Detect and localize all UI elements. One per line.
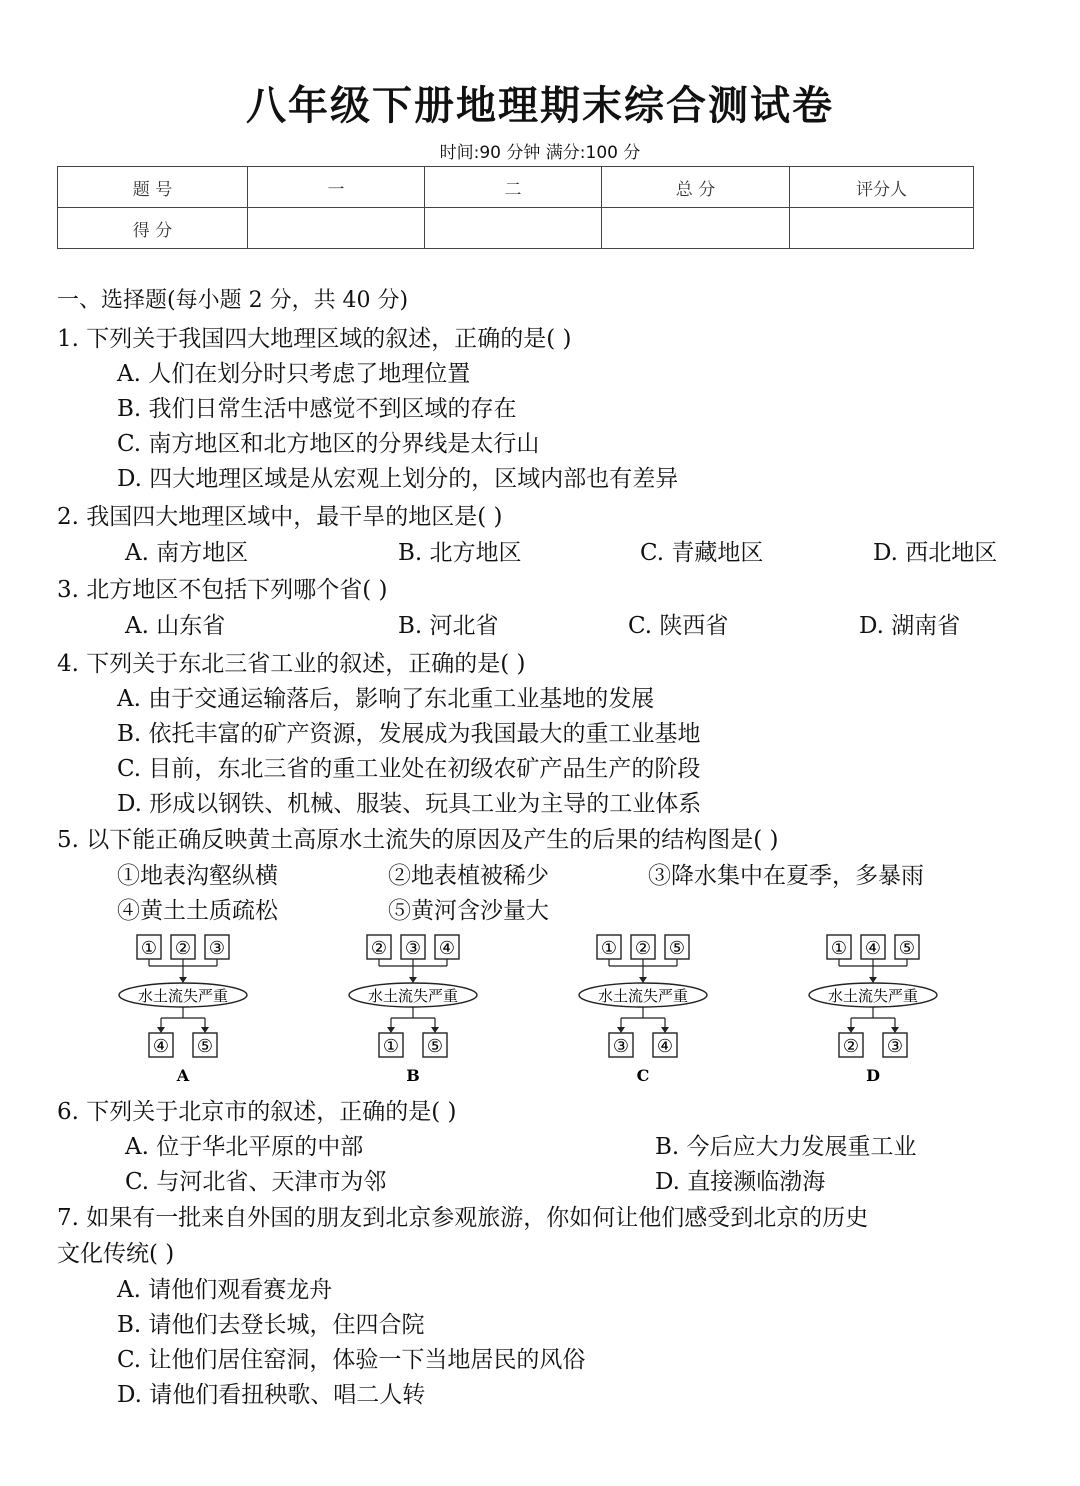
- option: B. 我们日常生活中感觉不到区域的存在: [117, 396, 517, 422]
- cause-item: ⑤黄河含沙量大: [388, 898, 549, 924]
- arrow-head: [201, 1027, 209, 1033]
- cause-item: ④黄土土质疏松: [117, 898, 278, 924]
- arrow-head: [409, 977, 417, 983]
- option: A. 山东省: [125, 613, 226, 639]
- arrow-head: [387, 1027, 395, 1033]
- question-stem: 2. 我国四大地理区域中，最干旱的地区是( ): [57, 504, 503, 530]
- option: B. 请他们去登长城，住四合院: [117, 1312, 425, 1338]
- row-label-cell: 得 分: [58, 208, 248, 249]
- option: C. 陕西省: [628, 613, 729, 639]
- option: D. 请他们看扭秧歌、唱二人转: [117, 1382, 426, 1408]
- effect-box-label: ③: [612, 1036, 630, 1057]
- section-title: 一、选择题(每小题 2 分，共 40 分): [57, 288, 409, 313]
- header-cell: 评分人: [790, 167, 974, 208]
- option: D. 西北地区: [873, 540, 998, 566]
- effect-box-label: ③: [886, 1036, 904, 1057]
- option: C. 让他们居住窑洞，体验一下当地居民的风俗: [117, 1347, 586, 1373]
- effect-box-label: ④: [656, 1036, 674, 1057]
- option: A. 人们在划分时只考虑了地理位置: [117, 361, 471, 387]
- score-cell[interactable]: [790, 208, 974, 249]
- diagram-panel-a: [119, 935, 247, 1085]
- option: C. 目前，东北三省的重工业处在初级农矿产品生产的阶段: [117, 756, 701, 782]
- score-table-header-row: [58, 167, 974, 208]
- cause-box-label: ③: [208, 938, 226, 959]
- cause-box-label: ②: [370, 938, 388, 959]
- arrow-head: [869, 977, 877, 983]
- option: D. 直接濒临渤海: [655, 1169, 826, 1195]
- question-stem: 6. 下列关于北京市的叙述，正确的是( ): [57, 1099, 457, 1125]
- option: A. 由于交通运输落后，影响了东北重工业基地的发展: [117, 686, 655, 712]
- option: A. 请他们观看赛龙舟: [117, 1277, 333, 1303]
- option: D. 四大地理区域是从宏观上划分的，区域内部也有差异: [117, 466, 679, 492]
- option: C. 南方地区和北方地区的分界线是太行山: [117, 431, 540, 457]
- center-label: 水土流失严重: [827, 987, 919, 1005]
- center-label: 水土流失严重: [137, 987, 229, 1005]
- effect-box-label: ⑤: [426, 1036, 444, 1057]
- arrow-head: [661, 1027, 669, 1033]
- cause-box-label: ①: [830, 938, 848, 959]
- cause-box-label: ②: [634, 938, 652, 959]
- cause-item: ②地表植被稀少: [388, 863, 549, 889]
- diagram-option-label: D: [866, 1066, 880, 1085]
- page-title: 八年级下册地理期末综合测试卷: [246, 83, 834, 129]
- option: A. 位于华北平原的中部: [125, 1134, 364, 1160]
- option: D. 形成以钢铁、机械、服装、玩具工业为主导的工业体系: [117, 791, 702, 817]
- effect-box-label: ②: [842, 1036, 860, 1057]
- cause-box-label: ④: [438, 938, 456, 959]
- question-stem: 1. 下列关于我国四大地理区域的叙述，正确的是( ): [57, 326, 572, 352]
- header-cell: 题 号: [58, 167, 248, 208]
- header-cell: 二: [425, 167, 602, 208]
- arrow-head: [431, 1027, 439, 1033]
- diagram-option-label: B: [406, 1066, 420, 1085]
- cause-item: ③降水集中在夏季，多暴雨: [648, 863, 924, 889]
- arrow-head: [617, 1027, 625, 1033]
- diagram-option-label: C: [636, 1066, 650, 1085]
- arrow-head: [891, 1027, 899, 1033]
- cause-box-label: ⑤: [668, 938, 686, 959]
- arrow-head: [639, 977, 647, 983]
- arrow-head: [847, 1027, 855, 1033]
- score-cell[interactable]: [248, 208, 425, 249]
- option: C. 与河北省、天津市为邻: [125, 1169, 387, 1195]
- cause-box-label: ③: [404, 938, 422, 959]
- effect-box-label: ④: [152, 1036, 170, 1057]
- option: B. 依托丰富的矿产资源，发展成为我国最大的重工业基地: [117, 721, 701, 747]
- question-stem-continued: 文化传统( ): [57, 1241, 175, 1267]
- arrow-head: [157, 1027, 165, 1033]
- option: B. 河北省: [398, 613, 499, 639]
- structure-diagrams: [105, 930, 965, 1090]
- option: B. 北方地区: [398, 540, 522, 566]
- cause-box-label: ⑤: [898, 938, 916, 959]
- header-cell: 一: [248, 167, 425, 208]
- cause-box-label: ②: [174, 938, 192, 959]
- header-cell: 总 分: [602, 167, 790, 208]
- exam-info: 时间:90 分钟 满分:100 分: [439, 143, 641, 163]
- cause-box-label: ①: [600, 938, 618, 959]
- option: C. 青藏地区: [640, 540, 764, 566]
- score-table: [57, 166, 974, 249]
- score-cell[interactable]: [602, 208, 790, 249]
- cause-box-label: ④: [864, 938, 882, 959]
- question-stem: 7. 如果有一批来自外国的朋友到北京参观旅游，你如何让他们感受到北京的历史: [57, 1205, 869, 1231]
- score-table-score-row: [58, 208, 974, 249]
- question-stem: 4. 下列关于东北三省工业的叙述，正确的是( ): [57, 651, 526, 677]
- effect-box-label: ①: [382, 1036, 400, 1057]
- arrow-head: [179, 977, 187, 983]
- diagram-panel-d: [809, 935, 937, 1085]
- question-stem: 3. 北方地区不包括下列哪个省( ): [57, 577, 388, 603]
- score-cell[interactable]: [425, 208, 602, 249]
- diagram-option-label: A: [176, 1066, 190, 1085]
- effect-box-label: ⑤: [196, 1036, 214, 1057]
- option: A. 南方地区: [125, 540, 249, 566]
- center-label: 水土流失严重: [597, 987, 689, 1005]
- diagram-panel-c: [579, 935, 707, 1085]
- question-stem: 5. 以下能正确反映黄土高原水土流失的原因及产生的后果的结构图是( ): [57, 827, 779, 853]
- diagram-panel-b: [349, 935, 477, 1085]
- cause-box-label: ①: [140, 938, 158, 959]
- center-label: 水土流失严重: [367, 987, 459, 1005]
- option: D. 湖南省: [859, 613, 961, 639]
- cause-item: ①地表沟壑纵横: [117, 863, 278, 889]
- option: B. 今后应大力发展重工业: [655, 1134, 917, 1160]
